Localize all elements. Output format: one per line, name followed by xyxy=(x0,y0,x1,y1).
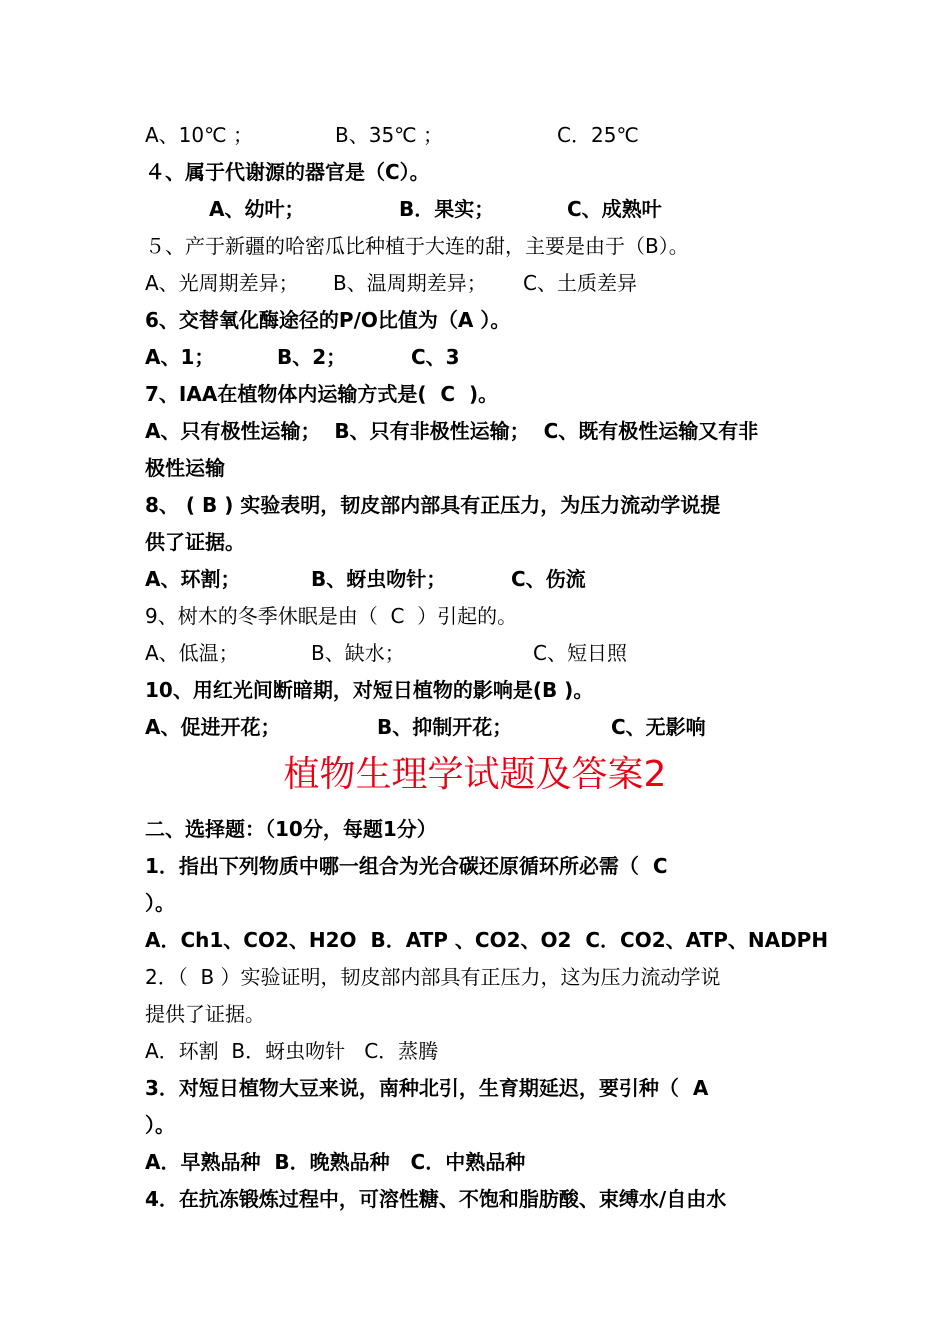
q3-option-c: C．25℃ xyxy=(557,123,639,147)
q6-option-c: C、3 xyxy=(411,345,460,369)
s2-q2-options: A．环割 B．蚜虫吻针 C．蒸腾 xyxy=(145,1039,439,1063)
section-title: 植物生理学试题及答案2 xyxy=(283,754,667,795)
q9-option-c: C、短日照 xyxy=(533,641,627,665)
q4-stem: ４、属于代谢源的器官是（C）。 xyxy=(145,160,430,184)
s2-q2-line2: 提供了证据。 xyxy=(145,1002,265,1026)
s2-q1-line1: 1．指出下列物质中哪一组合为光合碳还原循环所必需（ C xyxy=(145,854,668,878)
s2-q3-line1: 3．对短日植物大豆来说，南种北引，生育期延迟，要引种（ A xyxy=(145,1076,709,1100)
q5-option-b: B、温周期差异； xyxy=(333,271,487,295)
q5-stem: ５、产于新疆的哈密瓜比种植于大连的甜，主要是由于（B）。 xyxy=(145,234,689,258)
q5-option-a: A、光周期差异； xyxy=(145,271,299,295)
q10-stem: 10、用红光间断暗期，对短日植物的影响是(B )。 xyxy=(145,678,594,702)
q8-stem-line1: 8、 ( B ) 实验表明，韧皮部内部具有正压力，为压力流动学说提 xyxy=(145,493,721,517)
q6-option-b: B、2； xyxy=(277,345,347,369)
s2-q2-line1: 2．（ B ）实验证明，韧皮部内部具有正压力，这为压力流动学说 xyxy=(145,965,721,989)
section-heading: 二、选择题：（10分，每题1分） xyxy=(145,817,437,841)
q4-option-a: A、幼叶； xyxy=(209,197,305,221)
s2-q3-line2: ）。 xyxy=(145,1113,175,1137)
q4-option-b: B．果实； xyxy=(399,197,495,221)
q10-option-a: A、促进开花； xyxy=(145,715,281,739)
q6-option-a: A、1； xyxy=(145,345,215,369)
q8-option-c: C、伤流 xyxy=(511,567,586,591)
q7-stem: 7、IAA在植物体内运输方式是( C )。 xyxy=(145,382,499,406)
q7-options-line2: 极性运输 xyxy=(145,456,225,480)
q9-stem: 9、树木的冬季休眠是由（ C ）引起的。 xyxy=(145,604,518,628)
s2-q1-line2: ）。 xyxy=(145,891,175,915)
s2-q4-line1: 4．在抗冻锻炼过程中，可溶性糖、不饱和脂肪酸、束缚水/自由水 xyxy=(145,1187,727,1211)
q8-option-a: A、环割； xyxy=(145,567,241,591)
s2-q1-options: A．Ch1、CO2、H2O B．ATP 、CO2、O2 C．CO2、ATP、NADPH xyxy=(145,928,829,952)
q8-option-b: B、蚜虫吻针； xyxy=(311,567,447,591)
q10-option-b: B、抑制开花； xyxy=(377,715,513,739)
q6-stem: 6、交替氧化酶途径的P/O比值为（A ）。 xyxy=(145,308,511,332)
q3-option-a: A、10℃ ； xyxy=(145,123,253,147)
q4-option-c: C、成熟叶 xyxy=(567,197,662,221)
s2-q3-options: A．早熟品种 B．晚熟品种 C．中熟品种 xyxy=(145,1150,526,1174)
q5-option-c: C、土质差异 xyxy=(523,271,637,295)
q3-option-b: B、35℃ ； xyxy=(335,123,443,147)
q7-options-line1: A、只有极性运输； B、只有非极性运输； C、既有极性运输又有非 xyxy=(145,419,759,443)
q10-option-c: C、无影响 xyxy=(611,715,706,739)
q9-option-b: B、缺水； xyxy=(311,641,405,665)
q9-option-a: A、低温； xyxy=(145,641,239,665)
q8-stem-line2: 供了证据。 xyxy=(145,530,245,554)
